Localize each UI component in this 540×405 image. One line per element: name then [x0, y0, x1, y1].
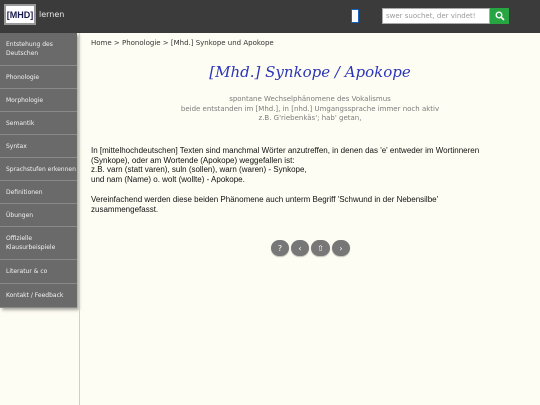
sidebar-item-label: Literatur & co	[6, 268, 48, 275]
sidebar-item-morphologie[interactable]	[0, 89, 77, 112]
sidebar-item-syntax[interactable]	[0, 135, 77, 158]
help-button[interactable]: ?	[271, 240, 289, 256]
subtitle-line: spontane Wechselphänomene des Vokalismus	[229, 95, 391, 103]
sidebar-item-label: Definitionen	[6, 188, 43, 196]
logo-caption: lernen	[39, 10, 65, 19]
sidebar-item-definitionen[interactable]	[0, 181, 77, 204]
sidebar-item-label: Semantik	[6, 119, 35, 127]
paragraph-line: (Synkope), oder am Wortende (Apokope) weggefallen ist:	[91, 155, 295, 165]
logo-box: [MHD]	[4, 4, 36, 25]
sidebar-item-klausurbeispiele[interactable]	[0, 227, 77, 260]
sidebar-item-label: Sprachstufen erkennen	[6, 165, 76, 173]
sidebar-item-label: Phonologie	[6, 73, 40, 81]
sidebar-item-label: Syntax	[6, 142, 27, 150]
breadcrumb[interactable]: Home > Phonologie > [Mhd.] Synkope und Apokope	[91, 39, 274, 47]
paragraph-line: Vereinfachend werden diese beiden Phänomene auch unterm Begriff 'Schwund in der Nebensilbe'	[91, 195, 439, 204]
sidebar-item-label: Kontakt / Feedback	[6, 292, 64, 299]
sidebar-nav	[0, 33, 77, 308]
previous-page-button[interactable]: ‹	[291, 240, 309, 256]
search-input[interactable]	[382, 8, 490, 24]
search-icon	[495, 11, 505, 21]
paragraph-line: z.B. varn (statt varen), suln (sollen), warn (waren) - Synkope,	[91, 165, 307, 175]
sidebar-item-uebungen[interactable]	[0, 204, 77, 227]
page-subtitle	[80, 95, 540, 124]
scroll-top-button[interactable]: ⇧	[311, 240, 330, 256]
paragraph-definition	[91, 146, 511, 185]
sidebar-item-label: Entstehung des Deutschen	[6, 41, 53, 57]
sidebar-item-label: Morphologie	[6, 96, 44, 104]
top-bar	[0, 0, 540, 33]
site-logo[interactable]	[4, 4, 64, 25]
sidebar-item-kontakt[interactable]	[0, 284, 77, 308]
sidebar-item-literatur[interactable]	[0, 260, 77, 284]
paragraph-summary	[91, 195, 511, 214]
page-nav-buttons	[271, 240, 352, 256]
sidebar-item-label: Übungen	[6, 211, 34, 219]
mobile-device-icon[interactable]	[351, 9, 359, 23]
paragraph-line: und nam (Name) o. wolt (wollte) - Apokope.	[91, 175, 245, 185]
next-page-button[interactable]: ›	[332, 240, 350, 256]
sidebar-item-semantik[interactable]	[0, 112, 77, 135]
subtitle-line: z.B. G'riebenkäs'; hab' getan,	[258, 114, 362, 122]
sidebar-item-label: Offizielle Klausurbeispiele	[6, 235, 56, 251]
content-divider	[79, 33, 80, 405]
sidebar-item-sprachstufen[interactable]	[0, 158, 77, 181]
subtitle-line: beide entstanden im [Mhd.], in [nhd.] Umgangssprache immer noch aktiv	[180, 104, 440, 113]
paragraph-line: zusammengefasst.	[91, 204, 159, 214]
search-button[interactable]	[490, 8, 509, 24]
paragraph-line: In [mittelhochdeutschen] Texten sind manchmal Wörter anzutreffen, in denen das 'e' entweder im Wortinneren	[91, 146, 480, 155]
sidebar-item-phonologie[interactable]	[0, 66, 77, 89]
sidebar-item-entstehung[interactable]	[0, 33, 77, 66]
page-title: [Mhd.] Synkope / Apokope	[209, 63, 411, 81]
